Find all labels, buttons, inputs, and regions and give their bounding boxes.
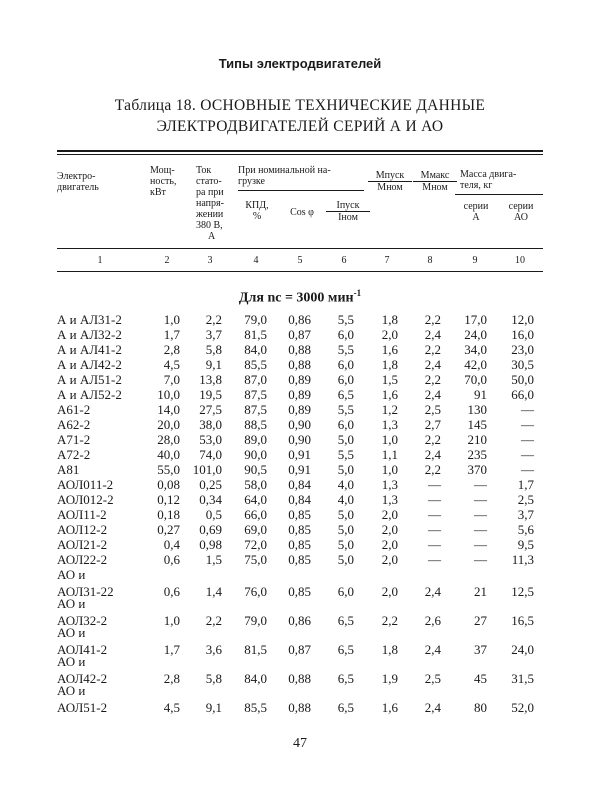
table-cell: 28,0 [157,432,180,447]
table-cell: — [521,462,534,477]
table-cell: 21 [474,584,487,599]
table-cell: 0,85 [288,507,311,522]
motor-name-line2: АОЛ42-2 [57,671,108,686]
header-mass-ao-line: АО [514,212,528,223]
motor-name-line2: АОЛ41-2 [57,642,108,657]
header-current-line: А [208,231,216,242]
table-cell: 1,6 [381,342,398,357]
table-cell: 2,2 [424,462,441,477]
mstart-denominator: Mном [377,182,403,193]
table-cell: 0,4 [163,537,180,552]
table-cell: 1,3 [381,492,398,507]
table-cell: 2,0 [381,507,398,522]
table-cell: — [474,552,487,567]
table-cell: 1,5 [381,372,398,387]
table-cell: 75,0 [244,552,267,567]
motor-name-line2: АОЛ51-2 [57,700,108,715]
header-power-line: кВт [150,187,166,198]
table-cell: 4,5 [163,357,180,372]
table-cell: 37 [474,642,487,657]
table-cell: 6,0 [337,417,354,432]
table-cell: — [428,507,441,522]
table-cell: 6,5 [337,387,354,402]
table-cell: 40,0 [157,447,180,462]
table-cell: 5,0 [337,552,354,567]
table-cell: — [474,507,487,522]
table-cell: 2,4 [424,357,441,372]
table-cell: 2,5 [424,671,441,686]
header-current-line: 380 В, [196,220,223,231]
table-cell: 88,5 [244,417,267,432]
table-cell: 9,1 [205,700,222,715]
header-nominal-line: грузке [238,176,265,187]
header-mass-a-line: А [472,212,480,223]
table-cell: 1,6 [381,700,398,715]
table-cell: 2,2 [205,613,222,628]
table-cell: 72,0 [244,537,267,552]
table-cell: 24,0 [511,642,534,657]
header-motor-line: двигатель [57,182,99,193]
table-cell: 1,0 [163,312,180,327]
table-cell: 81,5 [244,327,267,342]
table-cell: 85,5 [244,700,267,715]
header-cos-phi: Cos φ [290,207,314,218]
column-number: 3 [207,255,213,266]
table-cell: 1,7 [163,642,180,657]
table-cell: 6,5 [337,613,354,628]
table-cell: 2,2 [205,312,222,327]
table-cell: 1,0 [163,613,180,628]
table-cell: 13,8 [199,372,222,387]
header-nominal-line: При номинальной на- [238,165,331,176]
header-power-line: Мощ- [150,165,175,176]
table-cell: 2,4 [424,387,441,402]
table-cell: 1,3 [381,417,398,432]
table-cell: 6,5 [337,642,354,657]
table-cell: — [428,492,441,507]
table-cell: 45 [474,671,487,686]
column-number: 7 [384,255,390,266]
table-cell: 74,0 [199,447,222,462]
table-cell: 6,0 [337,584,354,599]
table-cell: 0,90 [288,432,311,447]
motor-name: А и АЛ51-2 [57,372,122,387]
section-title-text: Для nс = 3000 мин [238,290,354,306]
table-cell: 34,0 [464,342,487,357]
table-cell: 30,5 [511,357,534,372]
motor-name: А72-2 [57,447,91,462]
table-cell: 2,4 [424,327,441,342]
table-cell: 1,7 [517,477,534,492]
table-cell: 0,89 [288,387,311,402]
column-number: 8 [427,255,433,266]
header-mass-line: Масса двига- [460,169,517,180]
table-cell: 0,88 [288,671,311,686]
header-current-line: ра при [196,187,224,198]
table-cell: 50,0 [511,372,534,387]
table-cell: 64,0 [244,492,267,507]
table-cell: 2,5 [424,402,441,417]
table-cell: 1,4 [205,584,222,599]
table-cell: 370 [467,462,487,477]
table-cell: 0,86 [288,312,311,327]
mstart-numerator: Mпуск [368,170,412,182]
header-mass-line: теля, кг [460,180,493,191]
istart-denominator: Iном [338,212,358,223]
motor-name: А и АЛ31-2 [57,312,122,327]
table-cell: 6,0 [337,357,354,372]
table-cell: 0,34 [199,492,222,507]
table-cell: 4,0 [337,492,354,507]
table-cell: 84,0 [244,342,267,357]
table-cell: 2,4 [424,642,441,657]
table-cell: 5,0 [337,462,354,477]
header-current-line: напря- [196,198,224,209]
table-cell: 0,12 [157,492,180,507]
motor-name: АО и [57,654,86,669]
table-cell: 10,0 [157,387,180,402]
motor-name: АО и [57,596,86,611]
table-cell: 1,3 [381,477,398,492]
table-cell: 66,0 [244,507,267,522]
table-cell: 5,0 [337,522,354,537]
table-cell: 5,8 [205,671,222,686]
table-cell: 2,4 [424,584,441,599]
motor-name: АО и [57,683,86,698]
table-cell: 2,2 [424,312,441,327]
motor-name: АОЛ12-2 [57,522,108,537]
motor-name: А71-2 [57,432,91,447]
table-cell: 1,0 [381,462,398,477]
motor-name: АОЛ11-2 [57,507,107,522]
table-cell: 84,0 [244,671,267,686]
table-cell: 1,6 [381,387,398,402]
table-title-line-1: Таблица 18. ОСНОВНЫЕ ТЕХНИЧЕСКИЕ ДАННЫЕ [114,97,486,114]
motor-name: А81 [57,462,80,477]
table-cell: 5,5 [337,312,354,327]
table-cell: 87,5 [244,387,267,402]
table-cell: 0,5 [205,507,222,522]
table-cell: 2,8 [163,671,180,686]
section-title-sup: -1 [353,288,362,298]
table-cell: 5,5 [337,342,354,357]
table-cell: 1,7 [163,327,180,342]
table-cell: 2,6 [424,613,441,628]
table-cell: 53,0 [199,432,222,447]
table-cell: 1,2 [381,402,398,417]
table-cell: 52,0 [511,700,534,715]
table-cell: 5,0 [337,507,354,522]
table-cell: 0,90 [288,417,311,432]
table-cell: 66,0 [511,387,534,402]
table-cell: 0,85 [288,552,311,567]
table-cell: 87,0 [244,372,267,387]
table-cell: 69,0 [244,522,267,537]
table-cell: 0,27 [157,522,180,537]
table-cell: 6,0 [337,372,354,387]
table-cell: 2,8 [163,342,180,357]
column-number: 5 [297,255,303,266]
table-cell: 31,5 [511,671,534,686]
table-cell: 0,84 [288,477,311,492]
table-cell: 11,3 [511,552,534,567]
table-cell: 27 [474,613,487,628]
table-cell: 1,9 [381,671,398,686]
table-cell: 55,0 [157,462,180,477]
table-cell: 27,5 [199,402,222,417]
table-cell: 0,18 [157,507,180,522]
header-mass-ao-line: серии [508,201,534,212]
table-cell: 1,8 [381,642,398,657]
motor-name: А и АЛ42-2 [57,357,122,372]
motor-name: АО и [57,625,86,640]
motor-name: АОЛ21-2 [57,537,108,552]
table-cell: 91 [474,387,487,402]
running-head: Типы электродвигателей [218,56,382,71]
table-cell: 0,08 [157,477,180,492]
table-cell: 2,2 [424,432,441,447]
table-cell: 16,0 [511,327,534,342]
table-cell: 0,84 [288,492,311,507]
motor-name-line2: АОЛ32-2 [57,613,108,628]
table-cell: 0,89 [288,402,311,417]
table-cell: 235 [467,447,487,462]
table-cell: 12,5 [511,584,534,599]
header-current-line: жении [196,209,224,220]
column-number: 4 [253,255,259,266]
table-cell: 85,5 [244,357,267,372]
motor-name: АО и [57,567,86,582]
header-current-line: стато- [196,176,222,187]
table-cell: 6,5 [337,700,354,715]
table-cell: 14,0 [157,402,180,417]
table-cell: 6,5 [337,671,354,686]
table-cell: 0,88 [288,357,311,372]
motor-name: АОЛ22-2 [57,552,108,567]
table-cell: 5,0 [337,432,354,447]
motor-name: А и АЛ52-2 [57,387,122,402]
table-cell: 0,87 [288,642,311,657]
istart-numerator: Iпуск [326,200,370,212]
table-cell: 2,0 [381,552,398,567]
table-cell: 3,7 [517,507,534,522]
motor-name: АОЛ012-2 [57,492,114,507]
table-cell: 2,5 [517,492,534,507]
table-cell: 7,0 [163,372,180,387]
table-cell: 2,0 [381,537,398,552]
table-cell: 9,1 [205,357,222,372]
table-cell: 19,5 [199,387,222,402]
table-cell: 0,89 [288,372,311,387]
table-cell: 3,6 [205,642,222,657]
table-cell: 1,0 [381,432,398,447]
column-number: 1 [97,255,103,266]
motor-name: АОЛ011-2 [57,477,114,492]
table-cell: 4,0 [337,477,354,492]
table-cell: 2,4 [424,700,441,715]
motor-name-line2: АОЛ31-22 [57,584,114,599]
column-number: 10 [515,255,525,266]
table-cell: — [428,552,441,567]
header-efficiency-line: % [252,211,262,222]
table-cell: 101,0 [192,462,222,477]
table-cell: 2,0 [381,522,398,537]
table-cell: 0,98 [199,537,222,552]
table-cell: 0,69 [199,522,222,537]
table-cell: 5,5 [337,447,354,462]
table-cell: 2,0 [381,584,398,599]
mmax-numerator: Mмакс [413,170,457,182]
motor-name: А и АЛ32-2 [57,327,122,342]
table-cell: 130 [467,402,487,417]
table-cell: — [474,522,487,537]
table-cell: 0,88 [288,700,311,715]
table-cell: 90,5 [244,462,267,477]
table-cell: 2,2 [424,342,441,357]
table-cell: 2,2 [424,372,441,387]
table-cell: 17,0 [464,312,487,327]
table-cell: — [474,477,487,492]
table-cell: 79,0 [244,312,267,327]
table-cell: 2,0 [381,327,398,342]
table-cell: 89,0 [244,432,267,447]
table-cell: 38,0 [199,417,222,432]
header-current-line: Ток [196,165,212,176]
table-cell: 1,8 [381,312,398,327]
table-cell: — [428,477,441,492]
table-cell: — [521,432,534,447]
table-cell: — [474,537,487,552]
table-cell: 0,6 [163,584,180,599]
table-cell: 0,91 [288,462,311,477]
table-cell: 1,1 [381,447,398,462]
table-cell: — [521,417,534,432]
table-cell: 24,0 [464,327,487,342]
header-motor-line: Электро- [57,171,96,182]
table-cell: 1,8 [381,357,398,372]
mmax-denominator: Mном [422,182,448,193]
motor-name: А61-2 [57,402,91,417]
table-cell: 0,85 [288,522,311,537]
column-number: 6 [341,255,347,266]
table-cell: 20,0 [157,417,180,432]
table-cell: — [428,522,441,537]
table-cell: — [428,537,441,552]
table-cell: 79,0 [244,613,267,628]
table-cell: 4,5 [163,700,180,715]
table-cell: 6,0 [337,327,354,342]
table-cell: 2,7 [424,417,441,432]
table-cell: 0,87 [288,327,311,342]
table-cell: 87,5 [244,402,267,417]
table-cell: 70,0 [464,372,487,387]
table-cell: 5,5 [337,402,354,417]
table-cell: 9,5 [517,537,534,552]
table-cell: 0,91 [288,447,311,462]
table-cell: 58,0 [244,477,267,492]
table-cell: 0,85 [288,537,311,552]
table-cell: 76,0 [244,584,267,599]
page-number: 47 [293,736,307,751]
table-cell: 5,6 [517,522,534,537]
table-cell: 12,0 [511,312,534,327]
table-cell: 0,88 [288,342,311,357]
table-cell: 5,0 [337,537,354,552]
table-cell: 42,0 [464,357,487,372]
table-cell: 81,5 [244,642,267,657]
table-cell: — [521,402,534,417]
header-efficiency-line: КПД, [245,200,269,211]
motor-name: А и АЛ41-2 [57,342,122,357]
table-cell: 3,7 [205,327,222,342]
header-mass-a-line: серии [463,201,489,212]
table-cell: 0,6 [163,552,180,567]
table-cell: — [521,447,534,462]
motor-name: А62-2 [57,417,91,432]
table-cell: 2,2 [381,613,398,628]
table-cell: 0,85 [288,584,311,599]
table-title-line-2: ЭЛЕКТРОДВИГАТЕЛЕЙ СЕРИЙ А И АО [156,118,444,135]
table-cell: 1,5 [205,552,222,567]
table-cell: 5,8 [205,342,222,357]
table-cell: 16,5 [511,613,534,628]
table-cell: — [474,492,487,507]
table-cell: 0,25 [199,477,222,492]
table-cell: 145 [467,417,487,432]
table-cell: 80 [474,700,487,715]
table-cell: 90,0 [244,447,267,462]
table-cell: 0,86 [288,613,311,628]
table-cell: 210 [467,432,487,447]
table-cell: 23,0 [511,342,534,357]
column-number: 2 [164,255,170,266]
table-cell: 2,4 [424,447,441,462]
header-power-line: ность, [150,176,177,187]
column-number: 9 [472,255,478,266]
